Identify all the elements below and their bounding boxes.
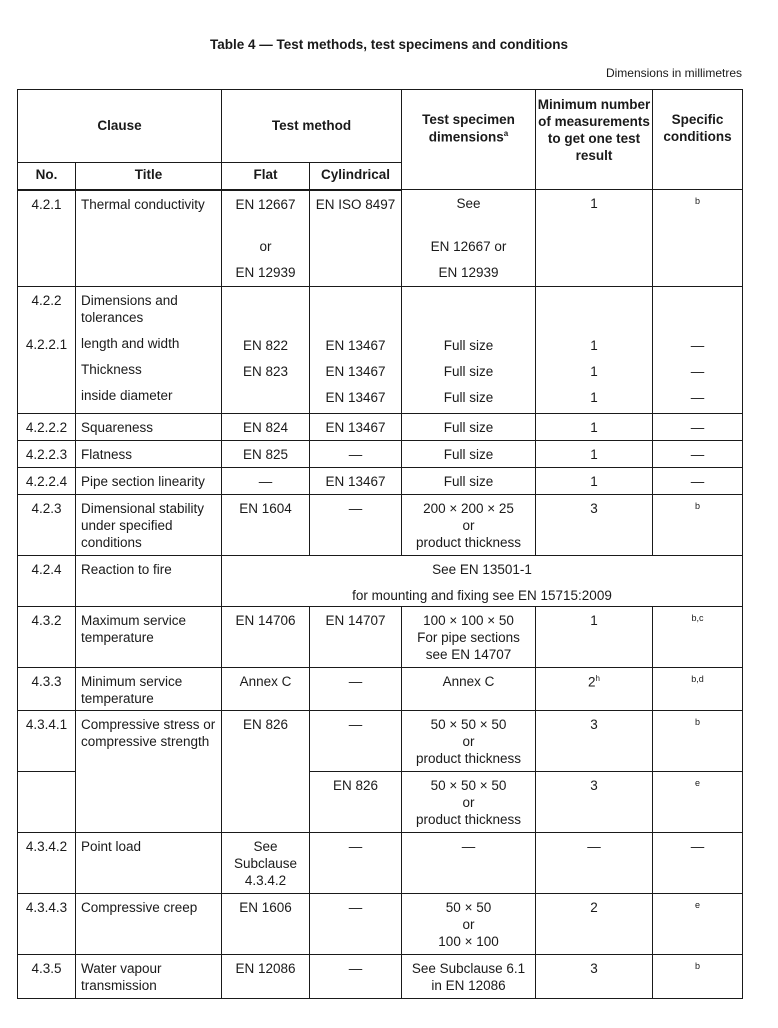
clause-no: 4.3.2: [18, 607, 76, 668]
clause-title: Flatness: [76, 441, 222, 468]
cyl-method: EN 13467 EN 13467 EN 13467: [310, 287, 402, 414]
flat-method: EN 12667 or EN 12939: [222, 190, 310, 287]
min-measurements: 3: [536, 711, 653, 772]
clause-title: Compressive stress or compressive strength: [76, 711, 222, 833]
clause-title: Compressive creep: [76, 894, 222, 955]
flat-method: EN 826: [222, 711, 310, 833]
cyl-method: EN 13467: [310, 468, 402, 495]
table-row: [18, 894, 743, 955]
clause-no: 4.2.2 4.2.2.1: [18, 287, 76, 414]
clause-title: Squareness: [76, 414, 222, 441]
flat-method: —: [222, 468, 310, 495]
min-measurements: 1: [536, 190, 653, 287]
table-row: [18, 414, 743, 441]
flat-method: EN 825: [222, 441, 310, 468]
table-row: [18, 468, 743, 495]
clause-no: 4.3.3: [18, 668, 76, 711]
clause-no: 4.2.4: [18, 556, 76, 607]
flat-method: EN 1606: [222, 894, 310, 955]
header-title: Title: [76, 163, 222, 190]
min-measurements: 2: [536, 894, 653, 955]
clause-title: Minimum service temperature: [76, 668, 222, 711]
table-row: [18, 556, 743, 607]
specific-conditions: b: [653, 190, 743, 287]
specimen-dims: Full size: [402, 441, 536, 468]
table-row: [18, 495, 743, 556]
min-measurements: 3: [536, 955, 653, 999]
clause-title: Pipe section linearity: [76, 468, 222, 495]
specimen-dims: —: [402, 833, 536, 894]
table-row: [18, 668, 743, 711]
min-measurements: 1 1 1: [536, 287, 653, 414]
header-test-method: Test method: [222, 90, 402, 163]
clause-no: 4.2.2.4: [18, 468, 76, 495]
clause-no: 4.3.4.3: [18, 894, 76, 955]
specific-conditions: —: [653, 833, 743, 894]
cyl-method: —: [310, 833, 402, 894]
table-row: [18, 607, 743, 668]
clause-no: 4.3.4.1: [18, 711, 76, 772]
specific-conditions: b: [653, 955, 743, 999]
cyl-method: EN ISO 8497: [310, 190, 402, 287]
test-methods-table: [17, 89, 743, 999]
specific-conditions: b: [653, 711, 743, 772]
specimen-dims: 50 × 50 or 100 × 100: [402, 894, 536, 955]
min-measurements: 3: [536, 772, 653, 833]
clause-title: Thermal conductivity: [76, 190, 222, 287]
clause-no: 4.3.4.2: [18, 833, 76, 894]
specimen-dims: Full size Full size Full size: [402, 287, 536, 414]
merged-method: See EN 13501-1 for mounting and fixing see EN 15715:2009: [222, 556, 743, 607]
flat-method: Annex C: [222, 668, 310, 711]
table-title: Table 4 — Test methods, test specimens and conditions: [209, 37, 569, 52]
clause-no: 4.2.2.2: [18, 414, 76, 441]
cyl-method: EN 826: [310, 772, 402, 833]
cyl-method: —: [310, 955, 402, 999]
cyl-method: —: [310, 668, 402, 711]
table-row: [18, 711, 743, 772]
clause-no: 4.3.5: [18, 955, 76, 999]
flat-method: See Subclause 4.3.4.2: [222, 833, 310, 894]
cyl-method: —: [310, 711, 402, 772]
header-specific: Specific conditions: [653, 90, 743, 190]
specific-conditions: b: [653, 495, 743, 556]
cyl-method: —: [310, 894, 402, 955]
table-row: [18, 955, 743, 999]
clause-title: Reaction to fire: [76, 556, 222, 607]
specific-conditions: —: [653, 414, 743, 441]
specimen-dims: 100 × 100 × 50 For pipe sections see EN 14707: [402, 607, 536, 668]
specific-conditions: b,c: [653, 607, 743, 668]
clause-title: Point load: [76, 833, 222, 894]
clause-title: Dimensional stability under specified conditions: [76, 495, 222, 556]
specimen-dims: Annex C: [402, 668, 536, 711]
table-row: [18, 441, 743, 468]
clause-title: Maximum service temperature: [76, 607, 222, 668]
header-flat: Flat: [222, 163, 310, 190]
flat-method: EN 822 EN 823: [222, 287, 310, 414]
cyl-method: EN 13467: [310, 414, 402, 441]
clause-no: 4.2.1: [18, 190, 76, 287]
header-row-1: [18, 90, 743, 163]
specific-conditions: e: [653, 772, 743, 833]
clause-no: 4.2.2.3: [18, 441, 76, 468]
header-cylindrical: Cylindrical: [310, 163, 402, 190]
flat-method: EN 14706: [222, 607, 310, 668]
specimen-dims: See Subclause 6.1 in EN 12086: [402, 955, 536, 999]
specific-conditions: —: [653, 441, 743, 468]
specimen-dims: 200 × 200 × 25 or product thickness: [402, 495, 536, 556]
header-specimen: Test specimen dimensions$^a$: [402, 90, 536, 190]
min-measurements: 1: [536, 441, 653, 468]
specimen-dims: 50 × 50 × 50 or product thickness: [402, 711, 536, 772]
cyl-method: EN 14707: [310, 607, 402, 668]
clause-no-empty: [18, 772, 76, 833]
table-row: [18, 833, 743, 894]
cyl-method: —: [310, 441, 402, 468]
specimen-dims: Full size: [402, 468, 536, 495]
flat-method: EN 824: [222, 414, 310, 441]
specimen-dims: See EN 12667 or EN 12939: [402, 190, 536, 287]
min-measurements: —: [536, 833, 653, 894]
clause-title: Dimensions and tolerances length and width Thickness inside diameter: [76, 287, 222, 414]
flat-method: EN 12086: [222, 955, 310, 999]
flat-method: EN 1604: [222, 495, 310, 556]
units-note: Dimensions in millimetres: [605, 66, 742, 80]
specific-conditions: — — —: [653, 287, 743, 414]
table-row: [18, 287, 743, 414]
header-no: No.: [18, 163, 76, 190]
min-measurements: 2$^h$: [536, 668, 653, 711]
specific-conditions: b,d: [653, 668, 743, 711]
min-measurements: 1: [536, 468, 653, 495]
cyl-method: —: [310, 495, 402, 556]
specific-conditions: —: [653, 468, 743, 495]
clause-no: 4.2.3: [18, 495, 76, 556]
specimen-dims: Full size: [402, 414, 536, 441]
specimen-dims: 50 × 50 × 50 or product thickness: [402, 772, 536, 833]
specific-conditions: e: [653, 894, 743, 955]
header-clause: Clause: [18, 90, 222, 163]
min-measurements: 1: [536, 414, 653, 441]
header-minimum: Minimum number of measurements to get one test result: [536, 90, 653, 190]
table-row: [18, 190, 743, 287]
min-measurements: 1: [536, 607, 653, 668]
min-measurements: 3: [536, 495, 653, 556]
clause-title: Water vapour transmission: [76, 955, 222, 999]
